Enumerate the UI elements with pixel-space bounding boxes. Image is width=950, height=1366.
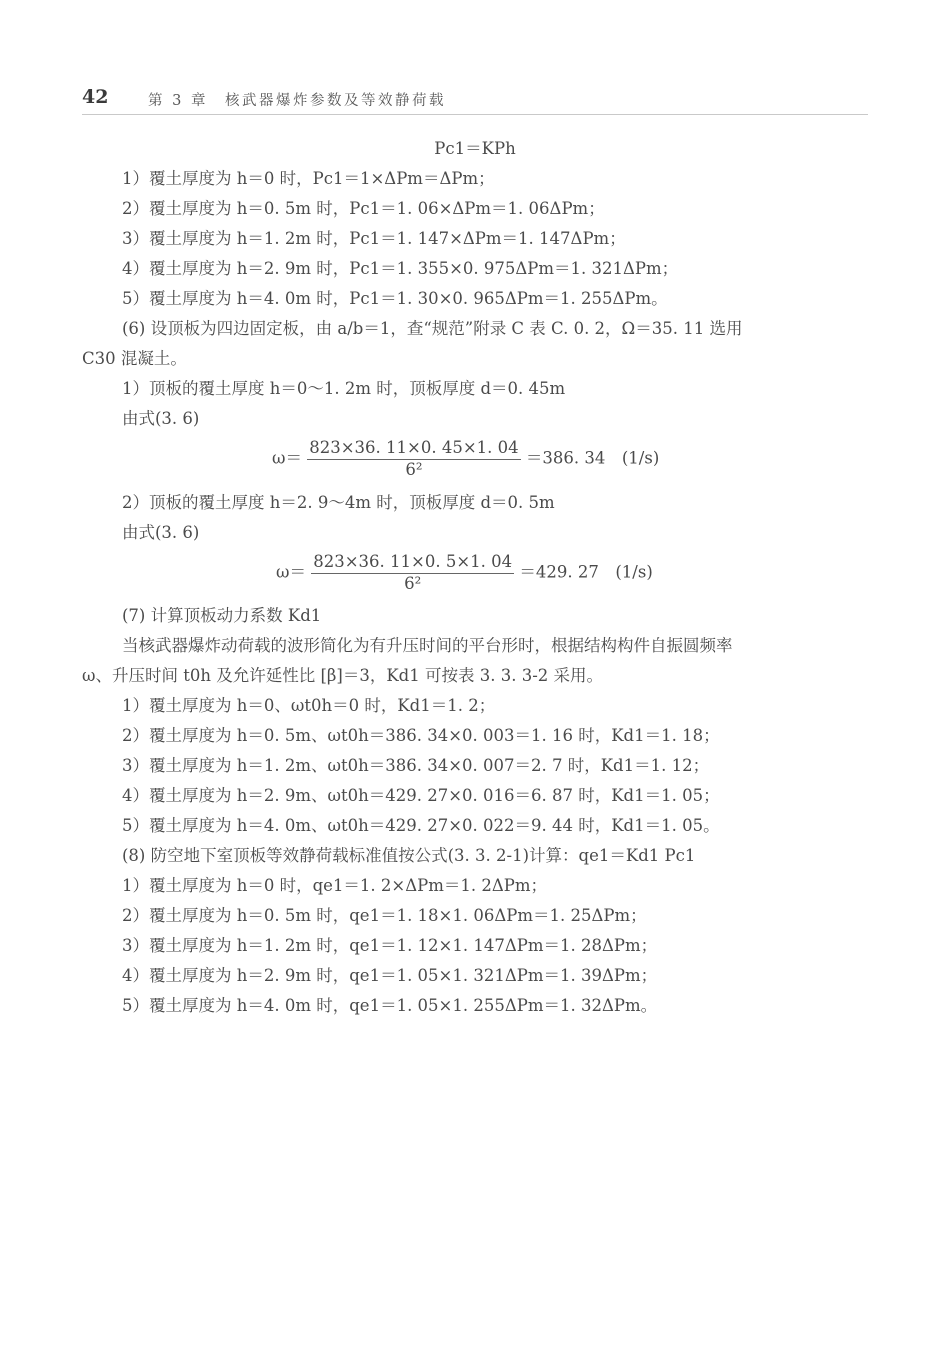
text-line: 由式(3. 6): [122, 409, 200, 428]
text-line: 1）覆土厚度为 h＝0 时，qe1＝1. 2×ΔPm＝1. 2ΔPm；: [122, 876, 548, 895]
text-line: ω、升压时间 t0h 及允许延性比 [β]＝3，Kd1 可按表 3. 3. 3-2 采用。: [82, 666, 604, 685]
chapter-title: 第 3 章 核武器爆炸参数及等效静荷载: [148, 93, 446, 109]
text-line: 3）覆土厚度为 h＝1. 2m、ωt0h＝386. 34×0. 007＝2. 7 时，Kd1＝1. 12；: [122, 756, 710, 775]
text-line: (7) 计算顶板动力系数 Kd1: [122, 606, 322, 625]
text-line: 3）覆土厚度为 h＝1. 2m 时，Pc1＝1. 147×ΔPm＝1. 147ΔPm；: [122, 229, 626, 248]
eq-numerator: 823×36. 11×0. 45×1. 04: [307, 438, 520, 460]
text-line: (8) 防空地下室顶板等效静荷载标准值按公式(3. 3. 2-1)计算：qe1＝Kd1 Pc1: [122, 846, 696, 865]
text-line: 2）覆土厚度为 h＝0. 5m 时，qe1＝1. 18×1. 06ΔPm＝1. 25ΔPm；: [122, 906, 647, 925]
text-line: 5）覆土厚度为 h＝4. 0m、ωt0h＝429. 27×0. 022＝9. 44 时，Kd1＝1. 05。: [122, 816, 720, 835]
text-line: 2）覆土厚度为 h＝0. 5m、ωt0h＝386. 34×0. 003＝1. 16 时，Kd1＝1. 18；: [122, 726, 720, 745]
text-line: 1）覆土厚度为 h＝0 时，Pc1＝1×ΔPm＝ΔPm；: [122, 169, 495, 188]
page-number: 42: [82, 86, 109, 108]
formula-line: Pc1＝KPh: [434, 139, 516, 158]
eq-numerator: 823×36. 11×0. 5×1. 04: [311, 552, 514, 574]
page-header: [82, 86, 868, 114]
eq-rhs: ＝429. 27 (1/s): [519, 562, 653, 582]
text-line: C30 混凝土。: [82, 349, 187, 368]
text-line: 2）覆土厚度为 h＝0. 5m 时，Pc1＝1. 06×ΔPm＝1. 06ΔPm；: [122, 199, 605, 218]
text-line: 4）覆土厚度为 h＝2. 9m 时，Pc1＝1. 355×0. 975ΔPm＝1. 321ΔPm；: [122, 259, 679, 278]
eq-fraction: [307, 438, 520, 480]
text-line: 1）顶板的覆土厚度 h＝0～1. 2m 时，顶板厚度 d＝0. 45m: [122, 379, 566, 398]
text-line: (6) 设顶板为四边固定板，由 a/b＝1，查“规范”附录 C 表 C. 0. 2，Ω＝35. 11 选用: [122, 319, 743, 338]
omega-equation-2: [276, 552, 653, 594]
text-line: 2）顶板的覆土厚度 h＝2. 9～4m 时，顶板厚度 d＝0. 5m: [122, 493, 555, 512]
eq-lhs: ω＝: [276, 562, 306, 582]
text-line: 5）覆土厚度为 h＝4. 0m 时，Pc1＝1. 30×0. 965ΔPm＝1. 255ΔPm。: [122, 289, 668, 308]
text-line: 4）覆土厚度为 h＝2. 9m 时，qe1＝1. 05×1. 321ΔPm＝1. 39ΔPm；: [122, 966, 658, 985]
text-line: 1）覆土厚度为 h＝0、ωt0h＝0 时，Kd1＝1. 2；: [122, 696, 496, 715]
omega-equation-1: [272, 438, 659, 480]
text-line: 5）覆土厚度为 h＝4. 0m 时，qe1＝1. 05×1. 255ΔPm＝1. 32ΔPm。: [122, 996, 658, 1015]
text-line: 当核武器爆炸动荷载的波形简化为有升压时间的平台形时，根据结构构件自振圆频率: [122, 636, 733, 655]
eq-lhs: ω＝: [272, 448, 302, 468]
header-rule: [82, 114, 868, 115]
eq-rhs: ＝386. 34 (1/s): [525, 448, 660, 468]
eq-fraction: [311, 552, 514, 594]
eq-denominator: 6²: [405, 460, 423, 479]
text-line: 3）覆土厚度为 h＝1. 2m 时，qe1＝1. 12×1. 147ΔPm＝1. 28ΔPm；: [122, 936, 658, 955]
eq-denominator: 6²: [404, 574, 422, 593]
text-line: 4）覆土厚度为 h＝2. 9m、ωt0h＝429. 27×0. 016＝6. 87 时，Kd1＝1. 05；: [122, 786, 720, 805]
text-line: 由式(3. 6): [122, 523, 200, 542]
